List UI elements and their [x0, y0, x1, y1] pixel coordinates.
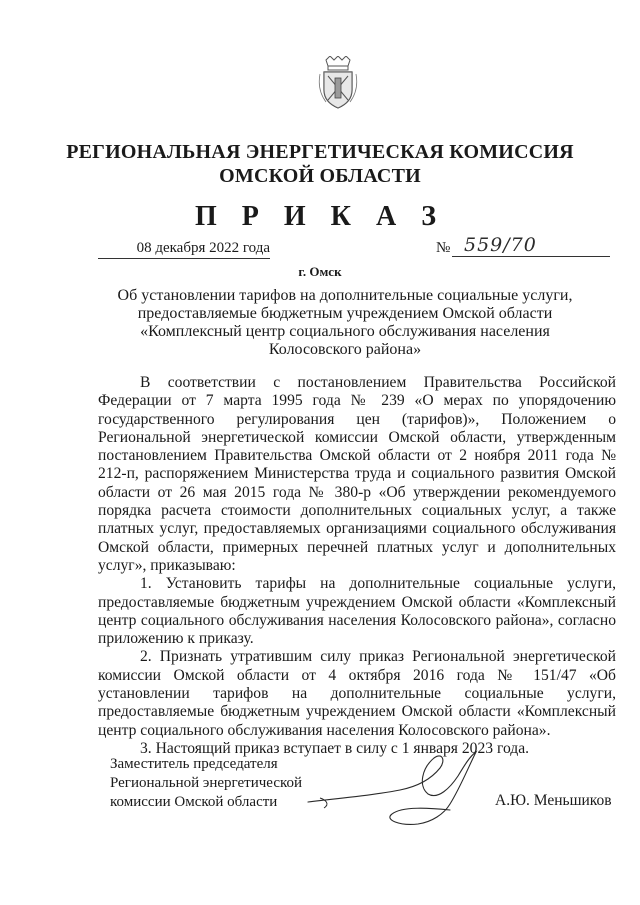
order-number: 559/70 [452, 234, 610, 257]
signatory-name: А.Ю. Меньшиков [495, 792, 612, 809]
handwritten-signature [300, 738, 490, 838]
order-item-1: 1. Установить тарифы на дополнительные социальные услуги, предоставляемые бюджетным учреждением Омской области «Комплексный центр социального обслуживания населения Колосовского района», согласно приложению к приказу. [98, 575, 616, 648]
order-item-2: 2. Признать утратившим силу приказ Региональной энергетической комиссии Омской области от 4 октября 2016 года № 151/47 «Об установлении тарифов на дополнительные социальные услуги, предоставляемые бюджетным учреждением Омской области «Комплексный центр социального обслуживания населения Колосовского района». [98, 648, 616, 739]
order-body [98, 374, 616, 758]
order-subject [110, 287, 580, 359]
subject-line: Об установлении тарифов на дополнительные социальные услуги, [117, 287, 573, 304]
order-date: 08 декабря 2022 года [98, 240, 270, 259]
order-number-label: № [436, 240, 451, 256]
omsk-coat-of-arms-icon [318, 56, 358, 110]
subject-line: Колосовского района» [268, 341, 422, 358]
order-item-3: 3. Настоящий приказ вступает в силу с 1 января 2023 года. [140, 739, 530, 757]
position-line: комиссии Омской области [110, 794, 278, 810]
signatory-position [110, 755, 302, 812]
city: г. Омск [298, 264, 342, 279]
position-line: Заместитель председателя [110, 756, 278, 772]
document-title: П Р И К А З [195, 201, 445, 232]
position-line: Региональной энергетической [110, 775, 303, 791]
agency-name-line1: РЕГИОНАЛЬНАЯ ЭНЕРГЕТИЧЕСКАЯ КОМИССИЯ [66, 141, 574, 163]
preamble-paragraph: В соответствии с постановлением Правительства Российской Федерации от 7 марта 1995 года № 239 «О мерах по упорядочению государственного регулирования цен (тарифов)», Положением о Региональной энергетической комиссии Омской области, утвержденным постановлением Правительства Омской области от 2 ноября 2011 года № 212-п, распоряжением Министерства труда и социального развития Омской области от 26 мая 2015 года № 380-р «Об утверждении рекомендуемого порядка расчета стоимости дополнительных социальных услуг, а также платных услуг, предоставляемых организациями социального обслуживания Омской области, примерных перечней платных услуг и дополнительных услуг», приказываю: [98, 374, 616, 574]
subject-line: предоставляемые бюджетным учреждением Омской области [137, 305, 553, 322]
agency-name-line2: ОМСКОЙ ОБЛАСТИ [219, 165, 421, 187]
subject-line: «Комплексный центр социального обслуживания населения [140, 323, 550, 340]
